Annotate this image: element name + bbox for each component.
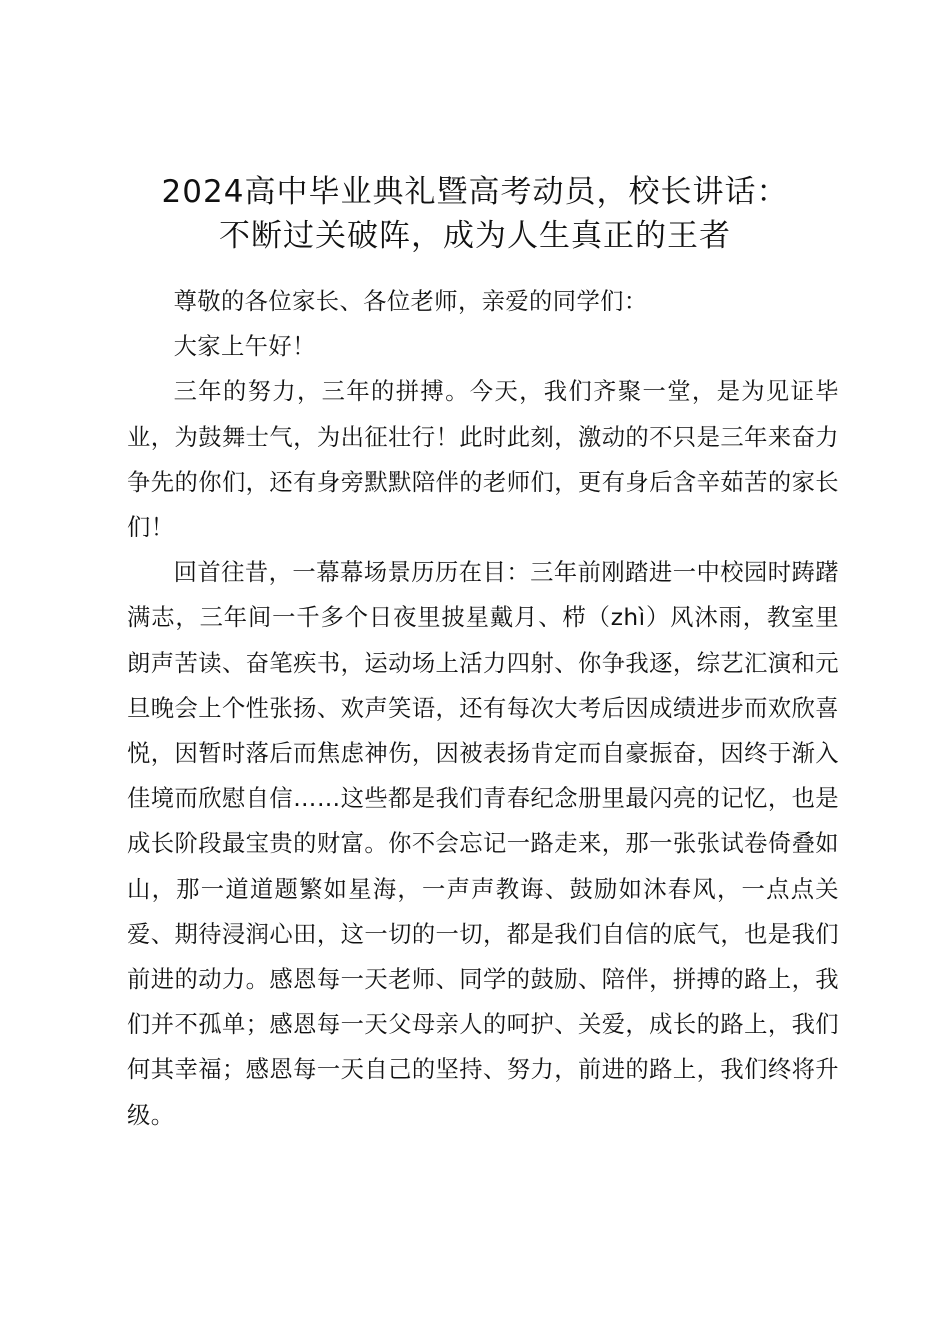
greeting-paragraph: 大家上午好！ bbox=[173, 333, 316, 361]
salutation-paragraph: 尊敬的各位家长、各位老师，亲爱的同学们： bbox=[173, 288, 648, 315]
body-paragraph: 回首往昔，一幕幕场景历历在目：三年前刚踏进一中校园时踌躇满志，三年间一千多个日夜里披星戴月、栉（zhì）风沐雨，教室里朗声苦读、奋笔疾书，运动场上活力四射、你争我逐，综艺汇演和元旦晚会上个性张扬、欢声笑语，还有每次大考后因成绩进步而欢欣喜悦，因暂时落后而焦虑神伤，因被表扬肯定而自豪振奋，因终于渐入佳境而欣慰自信……这些都是我们青春纪念册里最闪亮的记忆，也是成长阶段最宝贵的财富。你不会忘记一路走来，那一张张试卷倚叠如山，那一道道题繁如星海，一声声教诲、鼓励如沐春风，一点点关爱、期待浸润心田，这一切的一切，都是我们自信的底气，也是我们前进的动力。感恩每一天老师、同学的鼓励、陪伴，拼搏的路上，我们并不孤单；感恩每一天父母亲人的呵护、关爱，成长的路上，我们何其幸福；感恩每一天自己的坚持、努力，前进的路上，我们终将升级。 bbox=[127, 559, 839, 1129]
title-line-2: 不断过关破阵，成为人生真正的王者 bbox=[219, 218, 731, 254]
document-body bbox=[127, 279, 839, 1138]
title-line-1: 2024高中毕业典礼暨高考动员，校长讲话： bbox=[161, 174, 789, 210]
body-paragraph: 三年的努力，三年的拼搏。今天，我们齐聚一堂，是为见证毕业，为鼓舞士气，为出征壮行！此时此刻，激动的不只是三年来奋力争先的你们，还有身旁默默陪伴的老师们，更有身后含辛茹苦的家长们！ bbox=[127, 378, 839, 542]
document-title bbox=[110, 170, 840, 258]
